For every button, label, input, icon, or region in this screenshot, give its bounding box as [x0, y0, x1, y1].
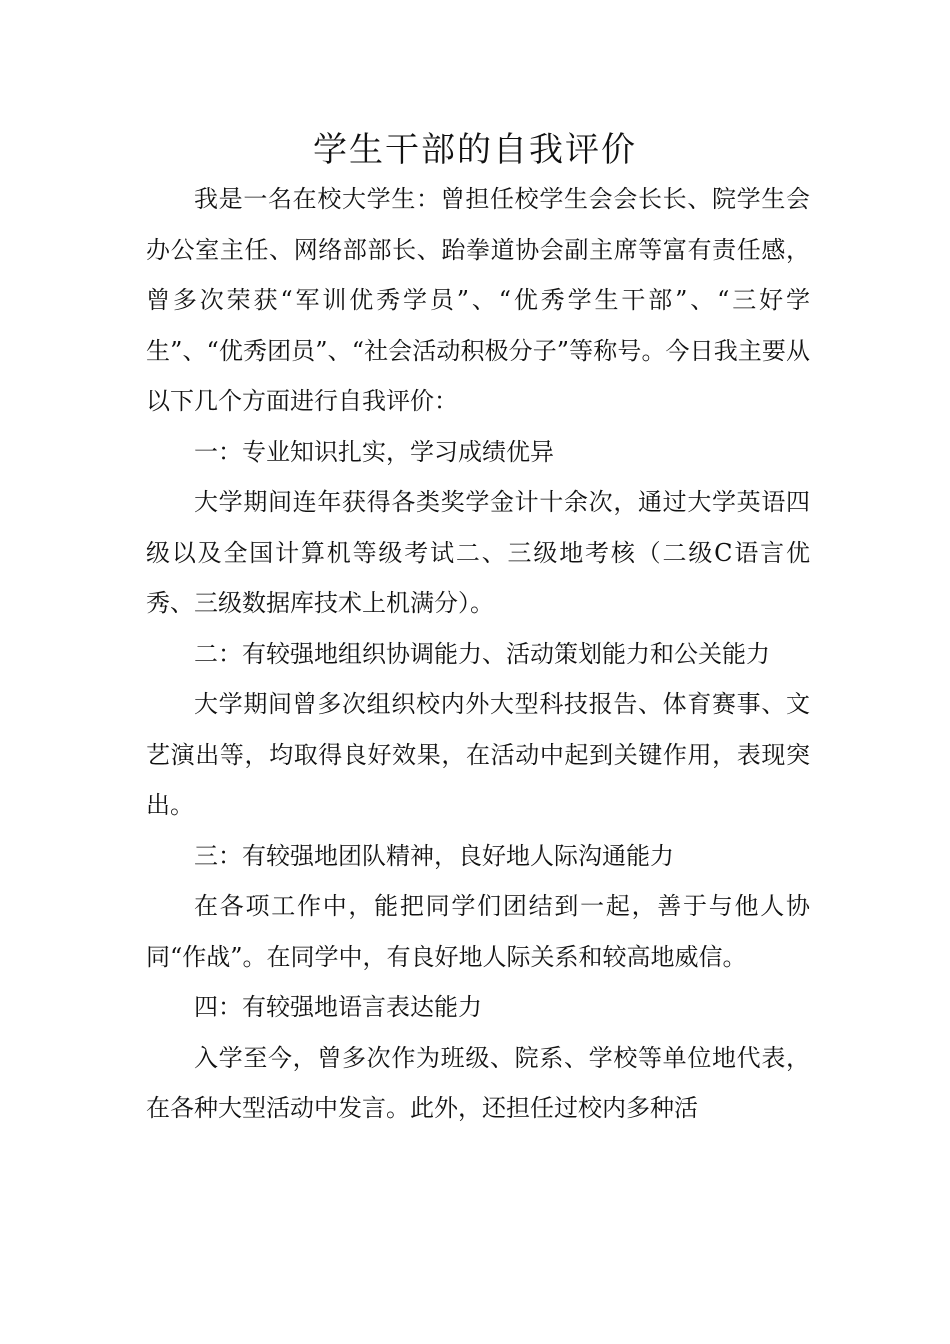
paragraph-section-1: 大学期间连年获得各类奖学金计十余次，通过大学英语四级以及全国计算机等级考试二、三级地考核（二级C语言优秀、三级数据库技术上机满分）。	[146, 488, 810, 617]
section-heading-2: 二：有较强地组织协调能力、活动策划能力和公关能力	[194, 639, 770, 668]
section-heading-3: 三：有较强地团队精神，良好地人际沟通能力	[194, 841, 674, 870]
paragraph-section-2: 大学期间曾多次组织校内外大型科技报告、体育赛事、文艺演出等，均取得良好效果，在活动中起到关键作用，表现突出。	[146, 690, 810, 819]
section-heading-1: 一：专业知识扎实，学习成绩优异	[194, 437, 554, 466]
section-heading-4: 四：有较强地语言表达能力	[194, 993, 482, 1021]
page-title: 学生干部的自我评价	[313, 130, 637, 170]
document-body	[146, 174, 810, 1134]
paragraph-section-3: 在各项工作中，能把同学们团结到一起，善于与他人协同“作战”。在同学中，有良好地人际关系和较高地威信。	[146, 892, 810, 971]
paragraph-intro: 我是一名在校大学生：曾担任校学生会会长长、院学生会办公室主任、网络部部长、跆拳道协会副主席等富有责任感，曾多次荣获“军训优秀学员”、“优秀学生干部”、“三好学生”、“优秀团员”、“社会活动积极分子”等称号。今日我主要从以下几个方面进行自我评价：	[146, 185, 810, 415]
paragraph-section-4: 入学至今，曾多次作为班级、院系、学校等单位地代表，在各种大型活动中发言。此外，还担任过校内多种活	[146, 1043, 810, 1122]
